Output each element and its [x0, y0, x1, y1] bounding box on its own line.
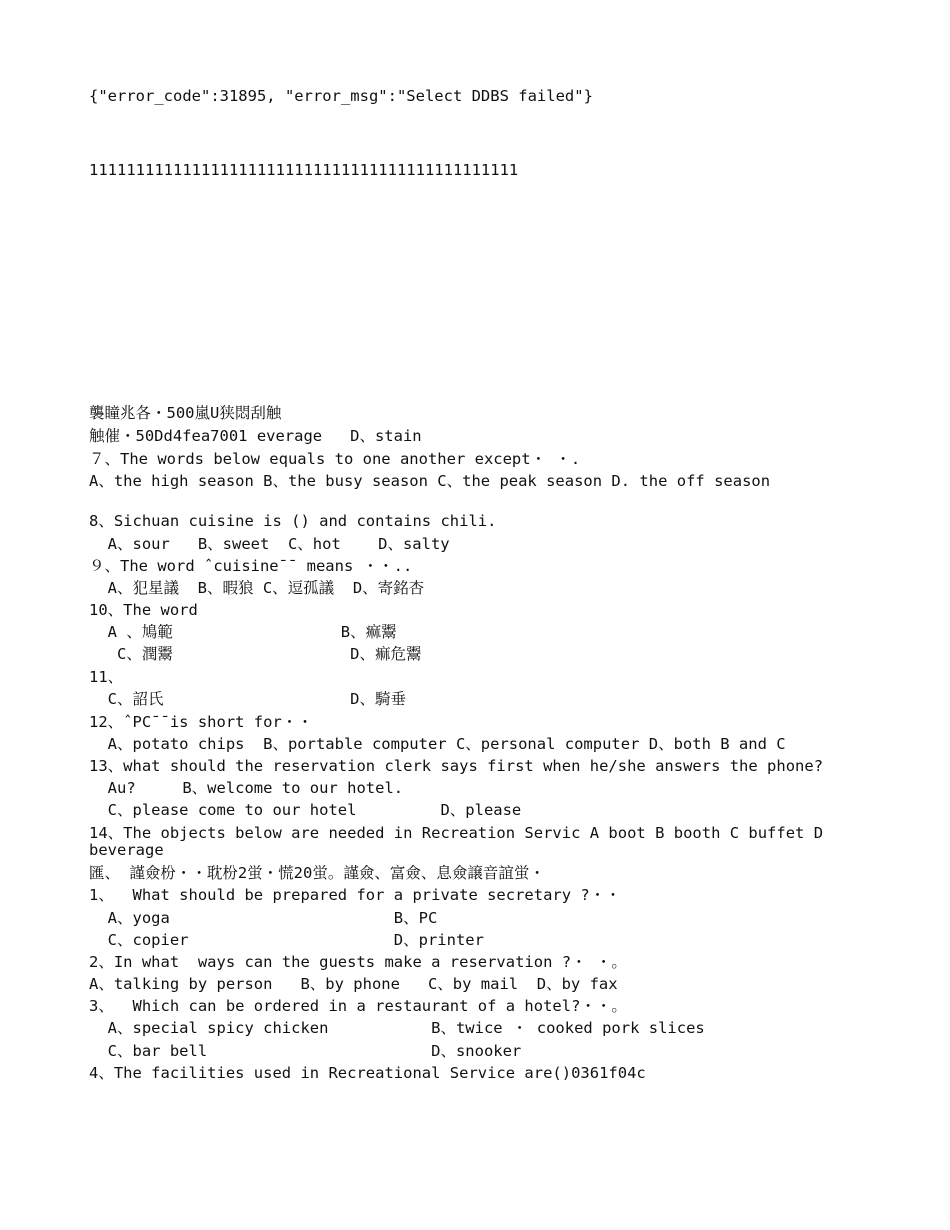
- text-line: 触催・50Dd4fea7001 everage D、stain: [89, 427, 422, 445]
- question-7-options: A、the high season B、the busy season C、the peak season D. the off season: [89, 472, 771, 490]
- question-9: ９、The word ˆcuisine¯¯ means ・・..: [89, 557, 413, 575]
- multi-question-2: 2、In what ways can the guests make a reservation ?・ ・。: [89, 953, 627, 971]
- error-message: {"error_code":31895, "error_msg":"Select DDBS failed"}: [89, 87, 593, 105]
- multi-question-3-options-cd: C、bar bell D、snooker: [89, 1042, 522, 1060]
- filler-line: 1111111111111111111111111111111111111111111111: [89, 161, 519, 179]
- question-9-options: A、犯星議 B、暇狼 C、逗孤議 D、寄銘杏: [89, 579, 425, 597]
- section-heading: 匯、 謹僉枌・・耽枌2蛍・慌20蛍。謹僉、富僉、息僉譲音誼蛍・: [89, 864, 545, 882]
- question-12: 12、ˆPC¯¯is short for・・: [89, 713, 313, 731]
- question-10-options-cd: C、潤鬻 D、痲危鬻: [89, 645, 422, 663]
- question-13-options-cd: C、please come to our hotel D、please: [89, 801, 522, 819]
- question-13: 13、what should the reservation clerk says first when he/she answers the phone?: [89, 757, 824, 775]
- question-10-options-ab: A 、鳩範 B、痲鬻: [89, 623, 397, 641]
- question-7: ７、The words below equals to one another except・ ・.: [89, 450, 581, 468]
- question-13-options-ab: Au? B、welcome to our hotel.: [89, 779, 404, 797]
- multi-question-4: 4、The facilities used in Recreational Service are()0361f04c: [89, 1064, 646, 1082]
- question-11-options: C、詔氏 D、騎垂: [89, 690, 406, 708]
- question-11: 11、: [89, 668, 124, 686]
- multi-question-1: 1、 What should be prepared for a private secretary ?・・: [89, 886, 621, 904]
- question-8-options: A、sour B、sweet C、hot D、salty: [89, 535, 450, 553]
- question-10: 10、The word: [89, 601, 198, 619]
- multi-question-3-options-ab: A、special spicy chicken B、twice ・ cooked pork slices: [89, 1019, 705, 1037]
- multi-question-2-options: A、talking by person B、by phone C、by mail D、by fax: [89, 975, 618, 993]
- question-8: 8、Sichuan cuisine is () and contains chili.: [89, 512, 497, 530]
- multi-question-3: 3、 Which can be ordered in a restaurant of a hotel?・・。: [89, 997, 627, 1015]
- text-line: 襲瞳兆各・500嵐U狭悶刮触: [89, 404, 282, 422]
- multi-question-1-options-ab: A、yoga B、PC: [89, 909, 438, 927]
- question-14: 14、The objects below are needed in Recreation Servic A boot B booth C buffet D beverage: [89, 824, 824, 859]
- question-12-options: A、potato chips B、portable computer C、personal computer D、both B and C: [89, 735, 786, 753]
- multi-question-1-options-cd: C、copier D、printer: [89, 931, 484, 949]
